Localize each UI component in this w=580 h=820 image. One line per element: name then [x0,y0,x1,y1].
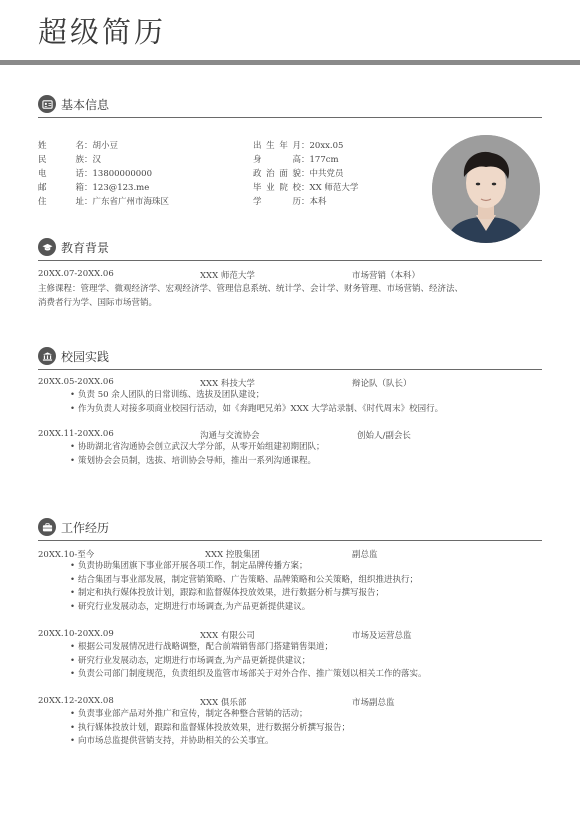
list-item: • 研究行业发展动态，定期进行市场调查,为产品更新提供建议； [70,655,427,669]
list-item: • 负责事业部产品对外推广和宣传，制定各种整合营销的活动； [70,708,350,722]
briefcase-icon [38,518,56,536]
list-item: • 负责协助集团旗下事业部开展各项工作，制定品牌传播方案； [70,560,418,574]
section-title-campus: 校园实践 [61,350,110,364]
work-role: 副总监 [352,550,378,560]
campus-bullets [70,441,325,468]
info-address: 住址：广东省广州市海珠区 [38,197,170,207]
list-item: • 向市场总监提供营销支持，并协助相关的公关事宜。 [70,735,350,749]
profile-photo [432,135,540,243]
info-birth: 出生年月：20xx.05 [253,141,344,151]
work-org: XXX 有限公司 [200,631,255,641]
list-item: • 作为负责人对接多项商业校园行活动，如《奔跑吧兄弟》XXX 大学站录制、《时代周末》校园行。 [70,403,443,417]
basic-info-right [253,140,358,208]
campus-org: XXX 科技大学 [200,379,255,389]
campus-org: 沟通与交流协会 [200,431,260,441]
work-org: XXX 控股集团 [205,550,260,560]
basic-info-left [38,140,169,208]
id-card-icon [38,95,56,113]
section-rule [38,117,542,118]
info-degree: 学历：本科 [253,197,327,207]
list-item: • 负责公司部门制度规范，负责组织及监管市场部关于对外合作、推广策划以相关工作的落实。 [70,668,427,682]
work-role: 市场副总监 [352,698,395,708]
section-title-basic-info: 基本信息 [61,98,110,112]
graduation-cap-icon [38,238,56,256]
work-date: 20XX.10-20XX.09 [38,629,114,639]
info-ethnicity: 民族：汉 [38,155,102,165]
section-rule [38,260,542,261]
info-height: 身高：177cm [253,155,339,165]
list-item: • 策划协会会员制，选拔、培训协会导师，推出一系列沟通课程。 [70,455,325,469]
info-phone: 电话：13800000000 [38,169,153,179]
work-bullets [70,641,427,682]
section-rule [38,369,542,370]
section-title-work: 工作经历 [61,521,110,535]
list-item: • 负责 50 余人团队的日常训练、选拔及团队建设； [70,389,443,403]
campus-role: 创始人/副会长 [357,431,411,441]
campus-date: 20XX.11-20XX.06 [38,429,114,439]
education-major: 市场营销（本科） [352,271,421,281]
list-item: • 制定和执行媒体投放计划，跟踪和监督媒体投放效果，进行数据分析与撰写报告； [70,587,418,601]
education-school: XXX 师范大学 [200,271,255,281]
education-courses [38,282,548,310]
list-item: • 执行媒体投放计划，跟踪和监督媒体投放效果，进行数据分析撰写报告； [70,722,350,736]
info-politics: 政治面貌：中共党员 [253,169,344,179]
section-title-education: 教育背景 [61,241,110,255]
list-item: • 根据公司发展情况进行战略调整，配合前端销售部门搭建销售渠道； [70,641,427,655]
info-name: 姓名：胡小豆 [38,141,119,151]
work-bullets [70,708,350,749]
work-org: XXX 俱乐部 [200,698,247,708]
courses-line: 主修课程：管理学、微观经济学、宏观经济学、管理信息系统、统计学、会计学、财务管理、市场营销、经济法、 [38,284,464,294]
education-date: 20XX.07-20XX.06 [38,269,114,279]
campus-date: 20XX.05-20XX.06 [38,377,114,387]
list-item: • 协助湖北省沟通协会创立武汉大学分部，从零开始组建初期团队； [70,441,325,455]
work-bullets [70,560,418,614]
courses-line: 消费者行为学、国际市场营销。 [38,298,158,308]
work-date: 20XX.10-至今 [38,550,95,560]
info-school: 毕业院校：XX 师范大学 [253,183,359,193]
campus-bullets [70,389,443,416]
header-divider [0,60,580,65]
work-role: 市场及运营总监 [352,631,412,641]
resume-title: 超级简历 [38,15,167,49]
work-date: 20XX.12-20XX.08 [38,696,114,706]
section-rule [38,540,542,541]
list-item: • 结合集团与事业部发展，制定营销策略、广告策略、品牌策略和公关策略，组织推进执行； [70,574,418,588]
info-email: 邮箱：123@123.me [38,183,150,193]
list-item: • 研究行业发展动态，定期进行市场调查,为产品更新提供建议。 [70,601,418,615]
building-icon [38,347,56,365]
campus-role: 辩论队（队长） [352,379,412,389]
